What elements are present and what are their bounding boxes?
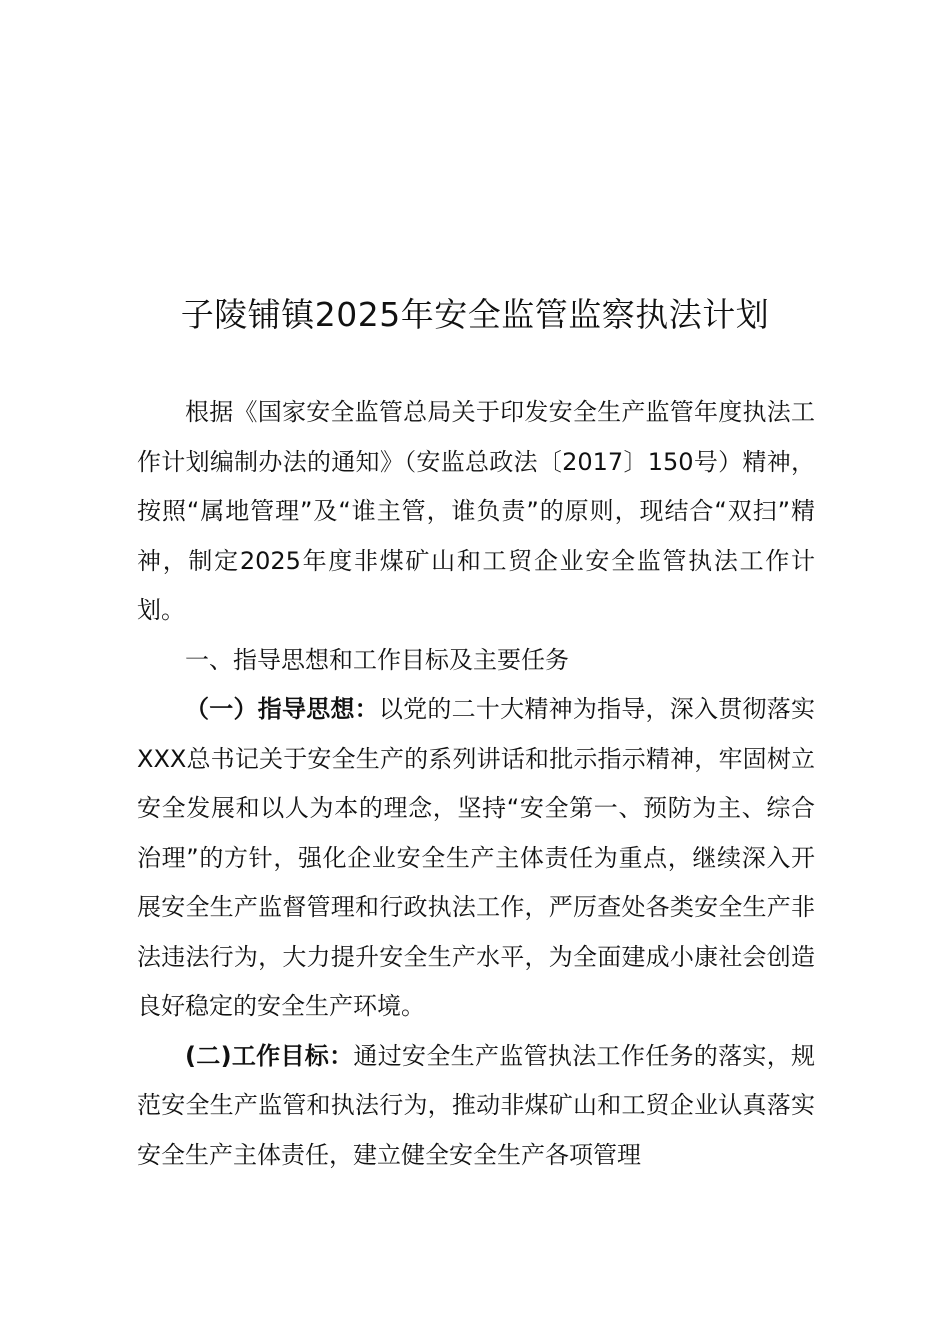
guiding-label: （一）指导思想： — [185, 695, 379, 723]
intro-paragraph: 根据《国家安全监管总局关于印发安全生产监管年度执法工作计划编制办法的通知》（安监总政法〔2017〕150号）精神，按照“属地管理”及“谁主管，谁负责”的原则，现结合“双扫”精神，制定2025年度非煤矿山和工贸企业安全监管执法工作计划。 — [137, 398, 815, 624]
guiding-text: 以党的二十大精神为指导，深入贯彻落实XXX总书记关于安全生产的系列讲话和批示指示精神，牢固树立安全发展和以人为本的理念，坚持“安全第一、预防为主、综合治理”的方针，强化企业安全生产主体责任为重点，继续深入开展安全生产监督管理和行政执法工作，严厉查处各类安全生产非法违法行为，大力提升安全生产水平，为全面建成小康社会创造良好稳定的安全生产环境。 — [137, 695, 816, 1020]
goal-label: (二)工作目标： — [185, 1041, 354, 1070]
section-heading: 一、指导思想和工作目标及主要任务 — [185, 645, 569, 674]
guiding-paragraph — [137, 685, 815, 1032]
document-body — [137, 388, 815, 1180]
goal-paragraph — [137, 1032, 815, 1181]
document-title: 子陵铺镇2025年安全监管监察执法计划 — [180, 295, 770, 334]
goal-text: 通过安全生产监管执法工作任务的落实，规范安全生产监管和执法行为，推动非煤矿山和工贸企业认真落实安全生产主体责任，建立健全安全生产各项管理 — [137, 1041, 816, 1169]
